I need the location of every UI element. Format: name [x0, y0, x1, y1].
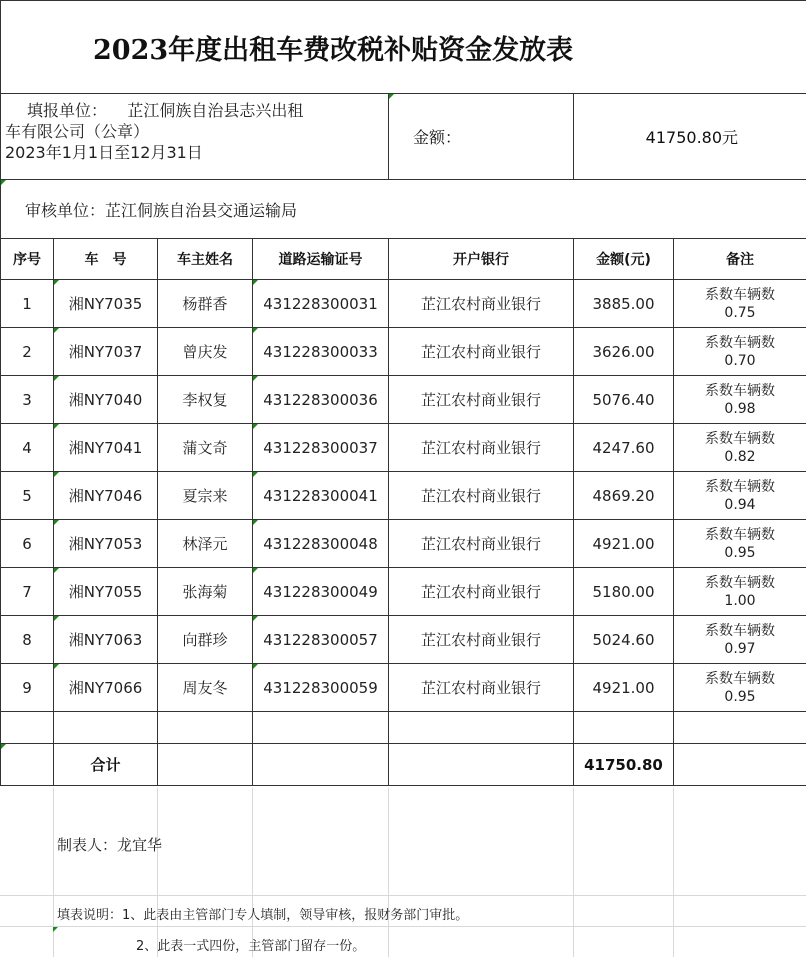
- filing-unit-label: 填报单位：: [27, 101, 108, 120]
- amount-value: 41750.80元: [574, 94, 806, 180]
- header-license: 道路运输证号: [253, 239, 389, 280]
- row-no: 6: [1, 520, 54, 568]
- row-bank: 芷江农村商业银行: [389, 424, 574, 472]
- table-header: [1, 239, 806, 280]
- row-no: 9: [1, 664, 54, 712]
- row-license: 431228300049: [253, 568, 389, 616]
- row-owner: 曾庆发: [158, 328, 253, 376]
- row-bank: 芷江农村商业银行: [389, 328, 574, 376]
- row-bank: 芷江农村商业银行: [389, 520, 574, 568]
- filing-unit-name-1: 芷江侗族自治县志兴出租: [127, 101, 304, 120]
- fill-instruction-2: 2、此表一式四份，主管部门留存一份。: [136, 939, 366, 954]
- row-note: [674, 568, 806, 616]
- row-note: [674, 520, 806, 568]
- row-owner: 周友冬: [158, 664, 253, 712]
- page-title: 2023年度出租车费改税补贴资金发放表: [1, 1, 806, 94]
- row-plate: 湘NY7046: [54, 472, 158, 520]
- row-bank: 芷江农村商业银行: [389, 568, 574, 616]
- fill-instruction-1: 填表说明：1、此表由主管部门专人填制，领导审核，报财务部门审批。: [57, 908, 469, 923]
- note-value: 0.82: [724, 448, 756, 465]
- header-note: 备注: [674, 239, 806, 280]
- table-row: [1, 280, 806, 328]
- row-note: [674, 472, 806, 520]
- row-amount: 5076.40: [574, 376, 674, 424]
- note-label: 系数车辆数: [705, 286, 776, 303]
- row-amount: 4921.00: [574, 520, 674, 568]
- header-owner: 车主姓名: [158, 239, 253, 280]
- total-amount: 41750.80: [574, 744, 674, 786]
- row-license: 431228300048: [253, 520, 389, 568]
- row-no: 3: [1, 376, 54, 424]
- note-label: 系数车辆数: [705, 574, 776, 591]
- table-row: [1, 424, 806, 472]
- row-plate: 湘NY7040: [54, 376, 158, 424]
- filing-unit-name-2: 车有限公司（公章）: [5, 122, 150, 141]
- row-owner: 李权复: [158, 376, 253, 424]
- filing-period: 2023年1月1日至12月31日: [5, 143, 203, 162]
- row-license: 431228300031: [253, 280, 389, 328]
- row-bank: 芷江农村商业银行: [389, 376, 574, 424]
- row-amount: 4247.60: [574, 424, 674, 472]
- note-value: 0.70: [724, 352, 756, 369]
- note-value: 0.98: [724, 400, 756, 417]
- table-maker: 制表人：龙宜华: [57, 836, 163, 854]
- row-plate: 湘NY7035: [54, 280, 158, 328]
- row-owner: 林泽元: [158, 520, 253, 568]
- note-label: 系数车辆数: [705, 382, 776, 399]
- note-value: 1.00: [724, 592, 756, 609]
- row-bank: 芷江农村商业银行: [389, 616, 574, 664]
- row-amount: 5180.00: [574, 568, 674, 616]
- table-row: [1, 472, 806, 520]
- row-no: 2: [1, 328, 54, 376]
- row-license: 431228300057: [253, 616, 389, 664]
- filing-unit-cell: [1, 94, 389, 180]
- note-label: 系数车辆数: [705, 622, 776, 639]
- row-license: 431228300059: [253, 664, 389, 712]
- table-row: [1, 568, 806, 616]
- row-plate: 湘NY7037: [54, 328, 158, 376]
- note-value: 0.95: [724, 688, 756, 705]
- note-label: 系数车辆数: [705, 430, 776, 447]
- row-license: 431228300037: [253, 424, 389, 472]
- reviewing-unit: 审核单位：芷江侗族自治县交通运输局: [1, 180, 806, 239]
- row-note: [674, 664, 806, 712]
- header-bank: 开户银行: [389, 239, 574, 280]
- row-owner: 杨群香: [158, 280, 253, 328]
- table-row: [1, 520, 806, 568]
- row-no: 1: [1, 280, 54, 328]
- table-row: [1, 616, 806, 664]
- note-label: 系数车辆数: [705, 334, 776, 351]
- row-bank: 芷江农村商业银行: [389, 664, 574, 712]
- row-amount: 3885.00: [574, 280, 674, 328]
- table-row: [1, 664, 806, 712]
- row-owner: 夏宗来: [158, 472, 253, 520]
- header-plate: 车 号: [54, 239, 158, 280]
- row-license: 431228300041: [253, 472, 389, 520]
- note-value: 0.75: [724, 304, 756, 321]
- row-amount: 4869.20: [574, 472, 674, 520]
- row-amount: 3626.00: [574, 328, 674, 376]
- row-owner: 向群珍: [158, 616, 253, 664]
- row-plate: 湘NY7053: [54, 520, 158, 568]
- header-amount: 金额(元): [574, 239, 674, 280]
- table-row: [1, 328, 806, 376]
- note-value: 0.97: [724, 640, 756, 657]
- amount-label: 金额：: [389, 94, 574, 180]
- row-bank: 芷江农村商业银行: [389, 472, 574, 520]
- row-note: [674, 424, 806, 472]
- row-license: 431228300036: [253, 376, 389, 424]
- note-label: 系数车辆数: [705, 670, 776, 687]
- row-amount: 5024.60: [574, 616, 674, 664]
- row-no: 4: [1, 424, 54, 472]
- row-no: 7: [1, 568, 54, 616]
- row-plate: 湘NY7041: [54, 424, 158, 472]
- row-no: 5: [1, 472, 54, 520]
- row-note: [674, 280, 806, 328]
- row-plate: 湘NY7063: [54, 616, 158, 664]
- row-owner: 张海菊: [158, 568, 253, 616]
- row-owner: 蒲文奇: [158, 424, 253, 472]
- total-row: [1, 744, 806, 786]
- row-no: 8: [1, 616, 54, 664]
- note-label: 系数车辆数: [705, 526, 776, 543]
- row-note: [674, 376, 806, 424]
- row-plate: 湘NY7066: [54, 664, 158, 712]
- header-no: 序号: [1, 239, 54, 280]
- row-bank: 芷江农村商业银行: [389, 280, 574, 328]
- row-note: [674, 328, 806, 376]
- note-value: 0.94: [724, 496, 756, 513]
- note-label: 系数车辆数: [705, 478, 776, 495]
- table-row: [1, 376, 806, 424]
- note-value: 0.95: [724, 544, 756, 561]
- row-license: 431228300033: [253, 328, 389, 376]
- total-label: 合计: [54, 744, 158, 786]
- row-amount: 4921.00: [574, 664, 674, 712]
- empty-row: [1, 712, 806, 744]
- footer: [0, 788, 806, 957]
- row-note: [674, 616, 806, 664]
- row-plate: 湘NY7055: [54, 568, 158, 616]
